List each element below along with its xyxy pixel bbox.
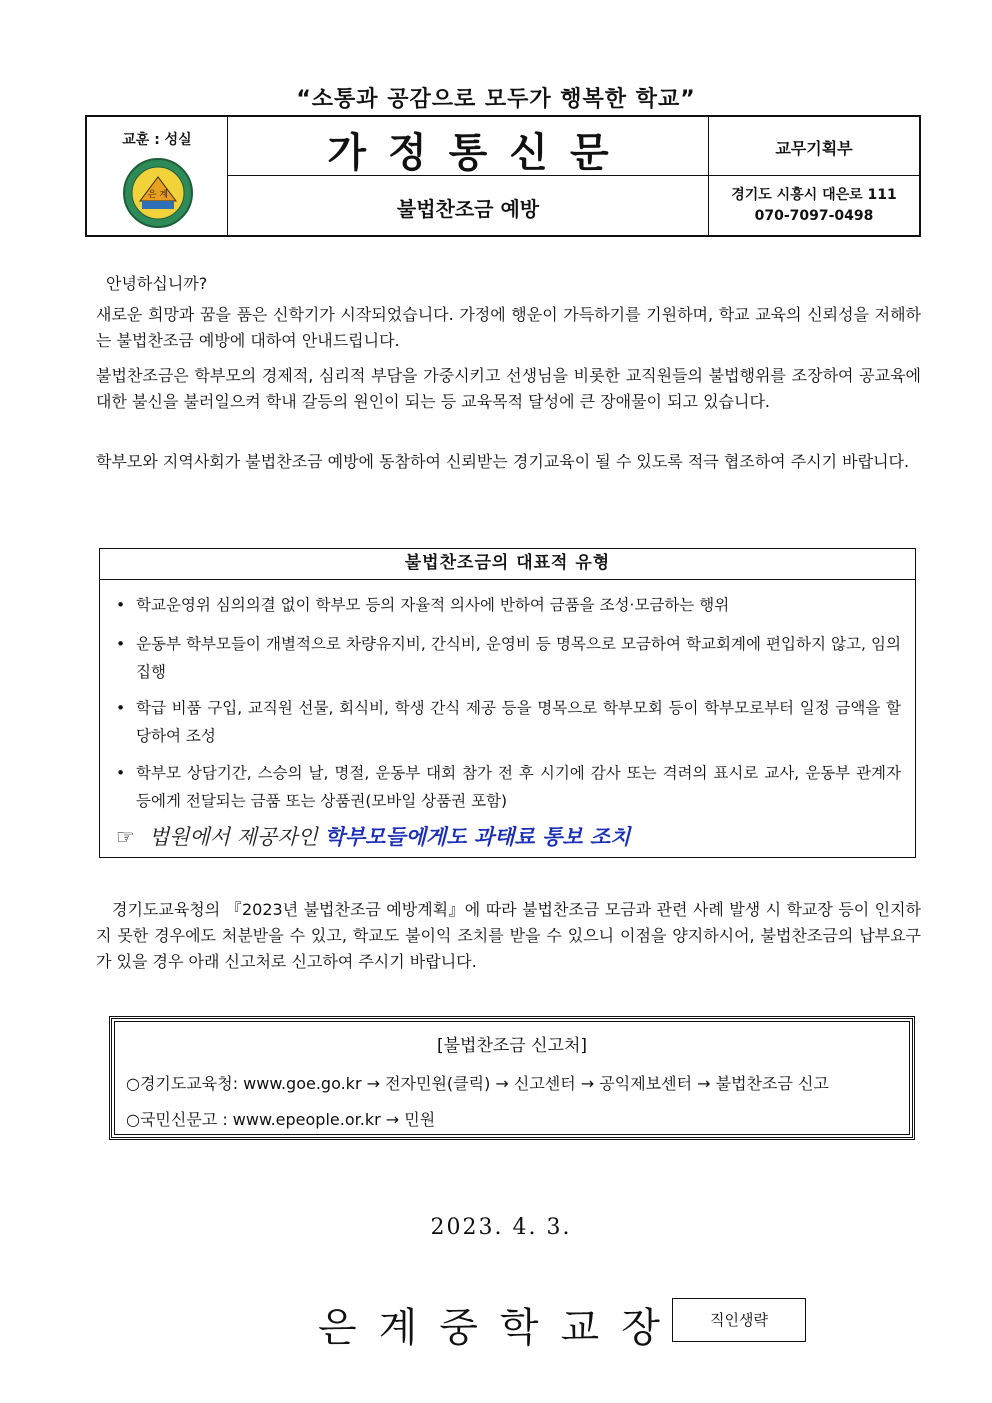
department: 교무기획부: [775, 139, 853, 158]
greeting: 안녕하십니까?: [106, 274, 208, 293]
school-address: 경기도 시흥시 대은로 111: [731, 187, 897, 203]
penalty-notice: [116, 821, 630, 851]
subject: 불법찬조금 예방: [396, 197, 540, 221]
school-motto: 교훈 : 성실: [122, 132, 192, 148]
header-table: [85, 115, 921, 237]
notice-highlight: 학부모들에게도 과태료 통보 조치: [324, 824, 631, 849]
notice-prefix: 법원에서 제공자인: [148, 825, 318, 849]
list-item: • 학급 비품 구입, 교직원 선물, 회식비, 학생 간식 제공 등을 명목으로 학부모회 등이 학부모로부터 일정 금액을 할당하여 조성: [116, 694, 901, 750]
department-cell: [709, 117, 919, 176]
types-box: [99, 548, 916, 858]
report-box: [109, 1016, 915, 1140]
list-item-text: 학교운영위 심의의결 없이 학부모 등의 자율적 의사에 반하여 금품을 조성·모금하는 행위: [136, 596, 730, 614]
paragraph-report-guidance: 경기도교육청의 『2023년 불법찬조금 예방계획』에 따라 불법찬조금 모금과 관련 사례 발생 시 학교장 등이 인지하지 못한 경우에도 처분받을 수 있고, 학교도 불이익 조치를 받을 수 있으니 이점을 양지하시어, 불법찬조금의 납부요구가 있을 경우 아래 신고처로 신고하여 주시기 바랍니다.: [96, 900, 921, 971]
list-item-text: 학급 비품 구입, 교직원 선물, 회식비, 학생 간식 제공 등을 명목으로 학부모회 등이 학부모로부터 일정 금액을 할당하여 조성: [136, 699, 901, 745]
paragraph-request: 학부모와 지역사회가 불법찬조금 예방에 동참하여 신뢰받는 경기교육이 될 수 있도록 적극 협조하여 주시기 바랍니다.: [96, 452, 910, 471]
issue-date: 2023. 4. 3.: [430, 1215, 572, 1240]
list-item-text: 학부모 상담기간, 스승의 날, 명절, 운동부 대회 참가 전 후 시기에 감사 또는 격려의 표시로 교사, 운동부 관계자 등에게 전달되는 금품 또는 상품권(모바일 상품권 포함): [136, 764, 901, 810]
pointing-hand-icon: ☞: [116, 825, 135, 849]
list-item: • 학부모 상담기간, 스승의 날, 명절, 운동부 대회 참가 전 후 시기에 감사 또는 격려의 표시로 교사, 운동부 관계자 등에게 전달되는 금품 또는 상품권(모바일 상품권 포함): [116, 759, 901, 815]
school-logo: [122, 157, 194, 229]
seal-omitted: 직인생략: [672, 1298, 806, 1342]
list-item: • 학교운영위 심의의결 없이 학부모 등의 자율적 의사에 반하여 금품을 조성·모금하는 행위: [116, 591, 901, 619]
subject-cell: [228, 176, 709, 235]
address-cell: [709, 176, 919, 235]
paragraph-intro: 새로운 희망과 꿈을 품은 신학기가 시작되었습니다. 가정에 행운이 가득하기를 기원하며, 학교 교육의 신뢰성을 저해하는 불법찬조금 예방에 대하여 안내드립니다.: [96, 305, 921, 350]
report-line-epeople: ○국민신문고 : www.epeople.or.kr → 민원: [126, 1110, 436, 1129]
paragraph-explanation: 불법찬조금은 학부모의 경제적, 심리적 부담을 가중시키고 선생님을 비롯한 교직원들의 불법행위를 조장하여 공교육에 대한 불신을 불러일으켜 학내 갈등의 원인이 되는 등 교육목적 달성에 큰 장애물이 되고 있습니다.: [96, 366, 921, 411]
report-title: [불법찬조금 신고처]: [436, 1036, 588, 1056]
list-item: • 운동부 학부모들이 개별적으로 차량유지비, 간식비, 운영비 등 명목으로 모금하여 학교회계에 편입하지 않고, 임의 집행: [116, 630, 901, 686]
logo-text: 은 계: [147, 190, 169, 200]
school-phone: 070-7097-0498: [754, 208, 874, 224]
list-item-text: 운동부 학부모들이 개별적으로 차량유지비, 간식비, 운영비 등 명목으로 모금하여 학교회계에 편입하지 않고, 임의 집행: [136, 635, 901, 681]
title-cell: [228, 117, 709, 176]
motto-cell: [87, 117, 228, 235]
types-heading: 불법찬조금의 대표적 유형: [100, 549, 915, 580]
slogan: “소통과 공감으로 모두가 행복한 학교”: [296, 87, 696, 112]
report-line-goe: ○경기도교육청: www.goe.go.kr → 전자민원(클릭) → 신고센터 → 공익제보센터 → 불법찬조금 신고: [126, 1074, 829, 1093]
page-title: 가정통신문: [327, 130, 631, 176]
principal-signature: 은계중학교장: [318, 1305, 682, 1351]
